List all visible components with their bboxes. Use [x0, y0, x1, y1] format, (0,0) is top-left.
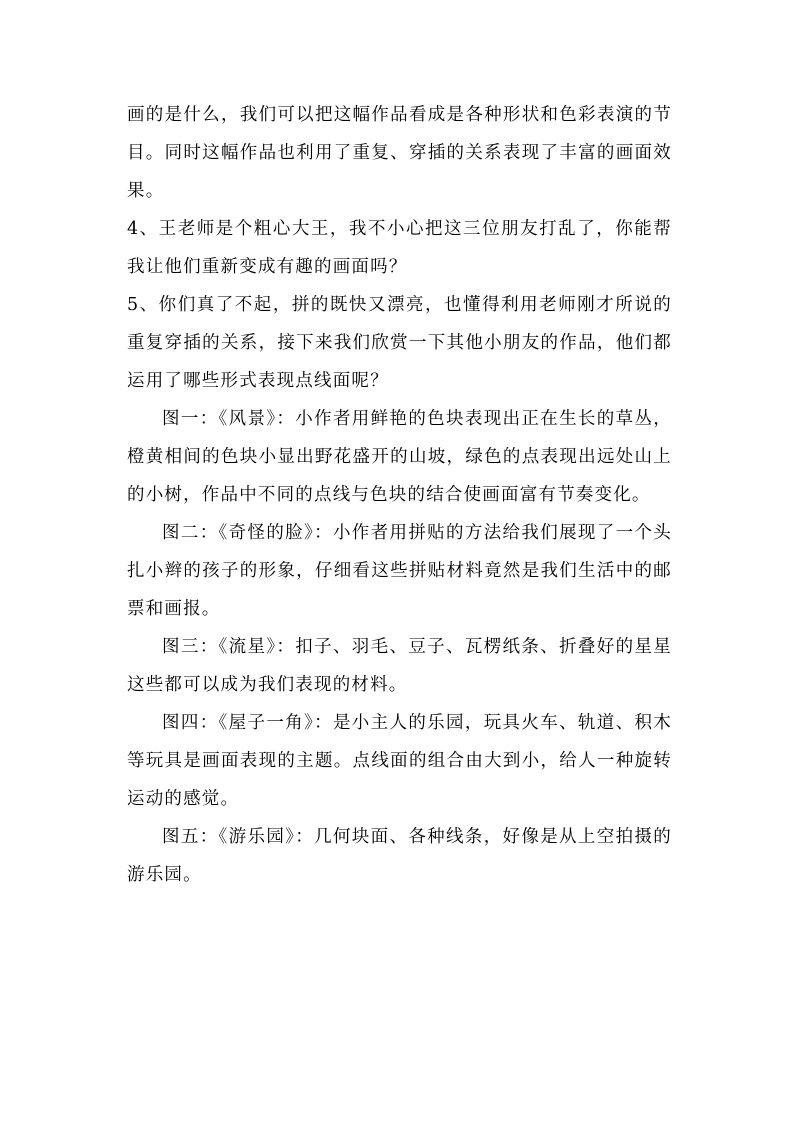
paragraph-figure-5: 图五：《游乐园》：几何块面、各种线条，好像是从上空拍摄的游乐园。 — [127, 827, 672, 885]
paragraph-step-4: 4、王老师是个粗心大王，我不小心把这三位朋友打乱了，你能帮我让他们重新变成有趣的画面吗？ — [127, 219, 672, 277]
paragraph-intro-continuation: 画的是什么，我们可以把这幅作品看成是各种形状和色彩表演的节目。同时这幅作品也利用了重复、穿插的关系表现了丰富的画面效果。 — [127, 105, 672, 201]
paragraph-figure-2: 图二：《奇怪的脸》：小作者用拼贴的方法给我们展现了一个头扎小辫的孩子的形象，仔细看这些拼贴材料竟然是我们生活中的邮票和画报。 — [127, 523, 672, 619]
paragraph-figure-4: 图四：《屋子一角》：是小主人的乐园，玩具火车、轨道、积木等玩具是画面表现的主题。点线面的组合由大到小，给人一种旋转运动的感觉。 — [127, 713, 672, 809]
paragraph-step-5: 5、你们真了不起，拼的既快又漂亮，也懂得利用老师刚才所说的重复穿插的关系，接下来我们欣赏一下其他小朋友的作品，他们都运用了哪些形式表现点线面呢？ — [127, 295, 672, 391]
paragraph-figure-1: 图一：《风景》：小作者用鲜艳的色块表现出正在生长的草丛，橙黄相间的色块小显出野花盛开的山坡，绿色的点表现出远处山上的小树，作品中不同的点线与色块的结合使画面富有节奏变化。 — [127, 409, 672, 505]
paragraph-figure-3: 图三：《流星》：扣子、羽毛、豆子、瓦楞纸条、折叠好的星星这些都可以成为我们表现的材料。 — [127, 637, 672, 695]
document-body — [127, 96, 672, 894]
